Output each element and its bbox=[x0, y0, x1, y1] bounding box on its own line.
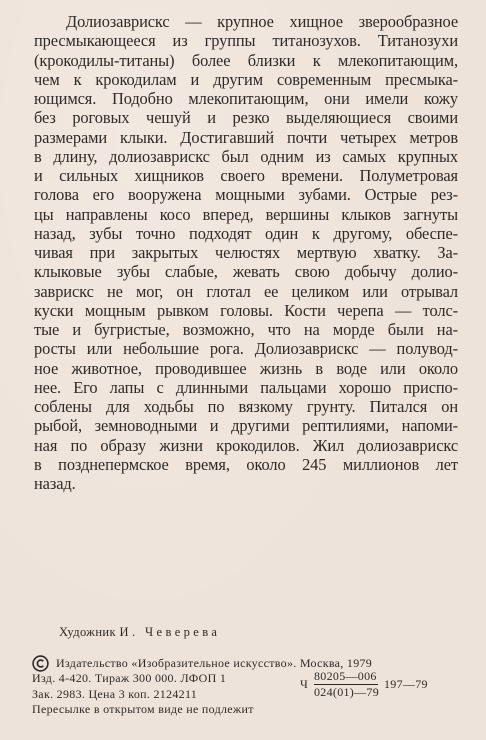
catalog-code-prefix: Ч bbox=[300, 677, 309, 691]
text-line: рыбой, земноводными и другими рептилиями, напоми- bbox=[34, 416, 458, 436]
text-line: куски мощным рывком головы. Кости черепа — толс- bbox=[34, 300, 458, 320]
text-line: в позднепермское время, около 245 миллионов лет bbox=[34, 454, 458, 474]
copyright-icon bbox=[32, 655, 49, 672]
text-line: соблены для ходьбы по вязкому грунту. Питался он bbox=[34, 397, 458, 416]
artist-name: И. Чеверева bbox=[119, 625, 221, 639]
catalog-code-numerator: 80205—006 bbox=[314, 669, 377, 683]
text-line: ное животное, проводившее жизнь в воде или около bbox=[34, 358, 458, 378]
text-line: назад. bbox=[34, 474, 76, 493]
text-line: тые и бугристые, возможно, что на морде были на- bbox=[34, 320, 458, 339]
text-line: в длину, долиозаврискс был одним из самых крупных bbox=[34, 146, 458, 166]
edition-line: Изд. 4-420. Тираж 300 000. ЛФОП 1 bbox=[32, 671, 227, 685]
text-line: клыковые зубы слабые, жевать свою добычу долио- bbox=[34, 262, 458, 282]
mailing-notice: Пересылке в открытом виде не подлежит bbox=[32, 702, 254, 716]
text-line: цы направлены косо вперед, вершины клыков загнуты bbox=[34, 204, 458, 224]
text-line: (крокодилы-титаны) более близки к млекопитающим, bbox=[34, 50, 458, 70]
text-line: заврискс не мог, он глотал ее целиком или отрывал bbox=[34, 281, 458, 301]
text-line: росты или небольшие рога. Долиозаврискс — полувод- bbox=[34, 339, 458, 359]
text-line: ная по образу жизни крокодилов. Жил долиозаврискс bbox=[34, 435, 458, 455]
text-line: нее. Его лапы с длинными пальцами хорошо приспо- bbox=[34, 377, 458, 397]
text-line: чем к крокодилам и другим современным пресмыка- bbox=[34, 69, 458, 89]
text-line: без роговых чешуй и резко выделяющиеся своими bbox=[34, 108, 458, 128]
catalog-code-denominator: 024(01)—79 bbox=[314, 685, 379, 699]
catalog-code-suffix: 197—79 bbox=[384, 677, 428, 691]
text-line: чивая при закрытых челюстях мертвую хватку. За- bbox=[34, 243, 458, 262]
order-price-line: Зак. 2983. Цена 3 коп. 2124211 bbox=[32, 686, 198, 701]
text-line: размерами клыки. Достигавший почти четырех метров bbox=[34, 127, 458, 147]
text-line: голова его вооружена мощными зубами. Острые рез- bbox=[34, 185, 458, 205]
description-text bbox=[34, 12, 458, 493]
text-line: назад, зубы точно подходят один к другому, обеспе- bbox=[34, 223, 458, 243]
text-line: пресмыкающееся из группы титанозухов. Титанозухи bbox=[34, 31, 458, 51]
artist-credit bbox=[59, 625, 220, 640]
text-line: Долиозаврискс — крупное хищное зверообразное bbox=[66, 12, 458, 31]
text-line: ющимся. Подобно млекопитающим, они имели кожу bbox=[34, 89, 458, 108]
text-line: и сильных хищников своего времени. Полуметровая bbox=[34, 166, 458, 185]
artist-label: Художник bbox=[59, 625, 116, 639]
publisher-line: Издательство «Изобразительное искусство». Москва, 1979 bbox=[56, 656, 373, 670]
